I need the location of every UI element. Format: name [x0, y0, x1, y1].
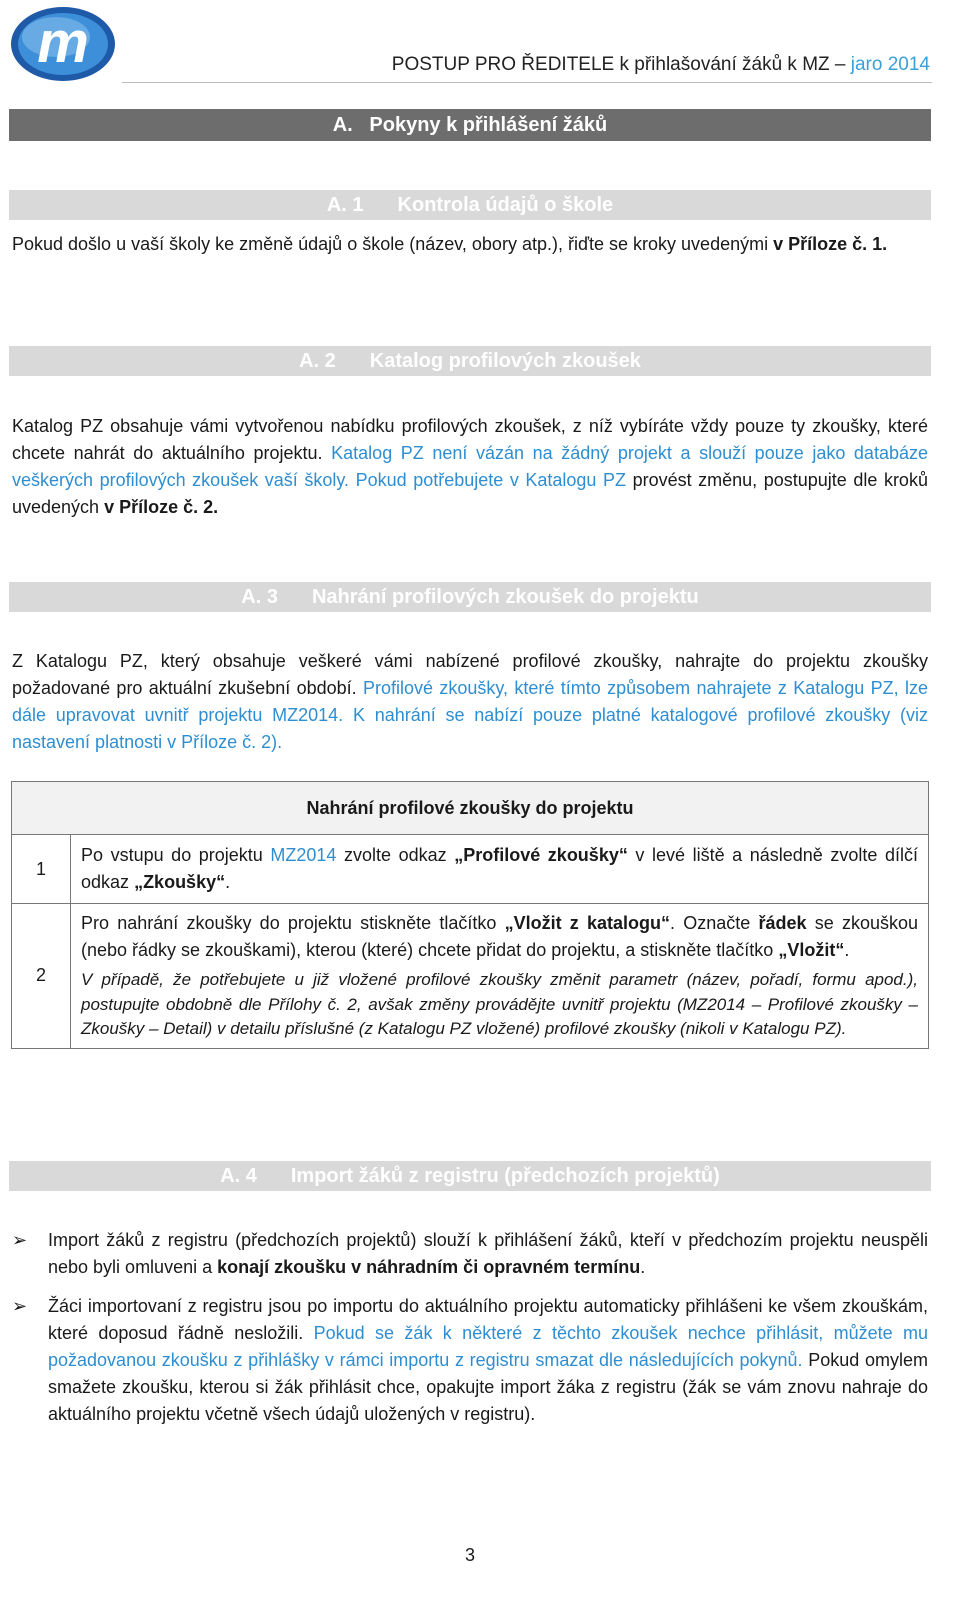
a4-heading [9, 1161, 931, 1191]
bullet2-text-end: Pokud omylem smažete zkoušku, kterou si žák přihlásit chce, opakujte import žáka z registru (žák se vám znovu nahraje do aktuálního projektu včetně všech údajů uložených v registru). [48, 1350, 928, 1424]
step1-text-c: v levé liště a následně zvolte dílčí odkaz [81, 845, 918, 892]
a3-number: A. 3 [241, 585, 278, 608]
list-item [10, 1227, 928, 1281]
a1-heading [9, 190, 931, 220]
a3-text3: K nahrání se nabízí pouze platné katalogové profilové zkoušky (viz nastavení platnosti v Příloze č. 2). [12, 705, 928, 752]
logo-letter: m [37, 10, 89, 75]
bullet-arrow-icon: ➢ [12, 1296, 28, 1316]
header-divider [122, 82, 932, 83]
step-text [71, 835, 929, 904]
step2-text-end: . [844, 940, 850, 960]
bullet2-text-blue: Pokud se žák k některé z těchto zkoušek nechce přihlásit, můžete mu požadovanou zkoušku z přihlášky v rámci importu z registru smazat dle následujících pokynů. [48, 1323, 928, 1370]
header-title-text: POSTUP PRO ŘEDITELE k přihlašování žáků k MZ – [391, 54, 846, 75]
header-year: jaro 2014 [850, 54, 930, 75]
section-a-heading [9, 109, 931, 141]
step-text [71, 904, 929, 1049]
table-header-row [12, 782, 929, 835]
a3-title: Nahrání profilových zkoušek do projektu [311, 585, 699, 608]
a3-text2: Profilové zkoušky, které tímto způsobem nahrajete z Katalogu PZ, lze dále upravovat uvnitř projektu MZ2014. [12, 678, 928, 725]
step-number: 1 [12, 835, 71, 904]
step1-link-profile-exams: „Profilové zkoušky“ [454, 845, 628, 865]
step1-text-a: Po vstupu do projektu [81, 845, 263, 865]
section-a-title: A. Pokyny k přihlášení žáků [332, 113, 608, 136]
table-row [12, 904, 929, 1049]
step1-text-end: . [225, 872, 231, 892]
bullet-arrow-icon: ➢ [12, 1230, 28, 1250]
a3-text1: Z Katalogu PZ, který obsahuje veškeré vámi nabízené profilové zkoušky, nahrajte do projektu zkoušky požadované pro aktuální zkušební období. [12, 651, 928, 698]
list-item [10, 1293, 928, 1428]
step2-button-insert-from-catalog: „Vložit z katalogu“ [504, 913, 671, 933]
table-row [12, 835, 929, 904]
a1-text-bold: v Příloze č. 1. [773, 234, 888, 254]
a2-number: A. 2 [299, 349, 336, 372]
a3-heading [9, 582, 931, 612]
a2-text4: provést změnu, postupujte dle kroků uvedených [12, 470, 928, 517]
a2-title: Katalog profilových zkoušek [369, 349, 641, 372]
a2-text1: Katalog PZ obsahuje vámi vytvořenou nabídku profilových zkoušek, z níž vybíráte vždy pouze ty zkoušky, které chcete nahrát do aktuálního projektu. [12, 416, 928, 463]
bullet2-text: Žáci importovaní z registru jsou po importu do aktuálního projektu automaticky přihlášeni ke všem zkouškám, které doposud řádně nesložili. [48, 1296, 928, 1343]
a1-number: A. 1 [326, 193, 364, 216]
step2-text-a: Pro nahrání zkoušky do projektu stiskněte tlačítko [81, 913, 497, 933]
a1-paragraph [12, 231, 928, 258]
step2-note: V případě, že potřebujete u již vložené profilové zkoušky změnit parametr (název, pořadí, formu apod.), postupujte obdobně dle Přílohy č. 2, avšak změny provádějte uvnitř projektu (MZ2014 – Profilové zkoušky – Zkoušky – Detail) v detailu příslušné (z Katalogu PZ vložené) profilové zkoušky (nikoli v Katalogu PZ). [81, 970, 918, 1038]
a2-text4-bold: v Příloze č. 2. [104, 497, 219, 517]
step1-link-exams: „Zkoušky“ [134, 872, 226, 892]
page-number: 3 [464, 1545, 475, 1565]
step2-row-word: řádek [758, 913, 807, 933]
step1-project-name: MZ2014 [270, 845, 337, 865]
a1-title: Kontrola údajů o škole [397, 193, 614, 216]
upload-steps-table [11, 781, 929, 1049]
table-header: Nahrání profilové zkoušky do projektu [12, 782, 929, 835]
a2-text3: Pokud potřebujete v Katalogu PZ [355, 470, 626, 490]
step2-text-c: se zkouškou (nebo řádky se zkouškami), kterou (které) chcete přidat do projektu, a stiskněte tlačítko [81, 913, 918, 960]
a2-text2: Katalog PZ není vázán na žádný projekt a slouží pouze jako databáze veškerých profilových zkoušek vaší školy. [12, 443, 928, 490]
company-logo [8, 4, 118, 84]
bullet1-text-bold: konají zkoušku v náhradním či opravném termínu [217, 1257, 641, 1277]
bullet1-text-end: . [640, 1257, 646, 1277]
step1-text-b: zvolte odkaz [344, 845, 447, 865]
a1-text: Pokud došlo u vaší školy ke změně údajů o škole (název, obory atp.), řiďte se kroky uvedenými [12, 234, 769, 254]
step2-button-insert: „Vložit“ [778, 940, 845, 960]
document-header-title [392, 54, 930, 76]
step2-main-text [81, 910, 918, 964]
a4-number: A. 4 [220, 1164, 257, 1187]
a2-paragraph [12, 413, 928, 521]
step-number: 2 [12, 904, 71, 1049]
a2-heading [9, 346, 931, 376]
step2-text-b: . Označte [670, 913, 751, 933]
bullet1-text: Import žáků z registru (předchozích projektů) slouží k přihlášení žáků, kteří v předchozím projektu neuspěli nebo byli omluveni a [48, 1230, 928, 1277]
a4-bullet-list [10, 1227, 928, 1428]
a4-title: Import žáků z registru (předchozích projektů) [290, 1164, 720, 1187]
a3-paragraph [12, 648, 928, 756]
